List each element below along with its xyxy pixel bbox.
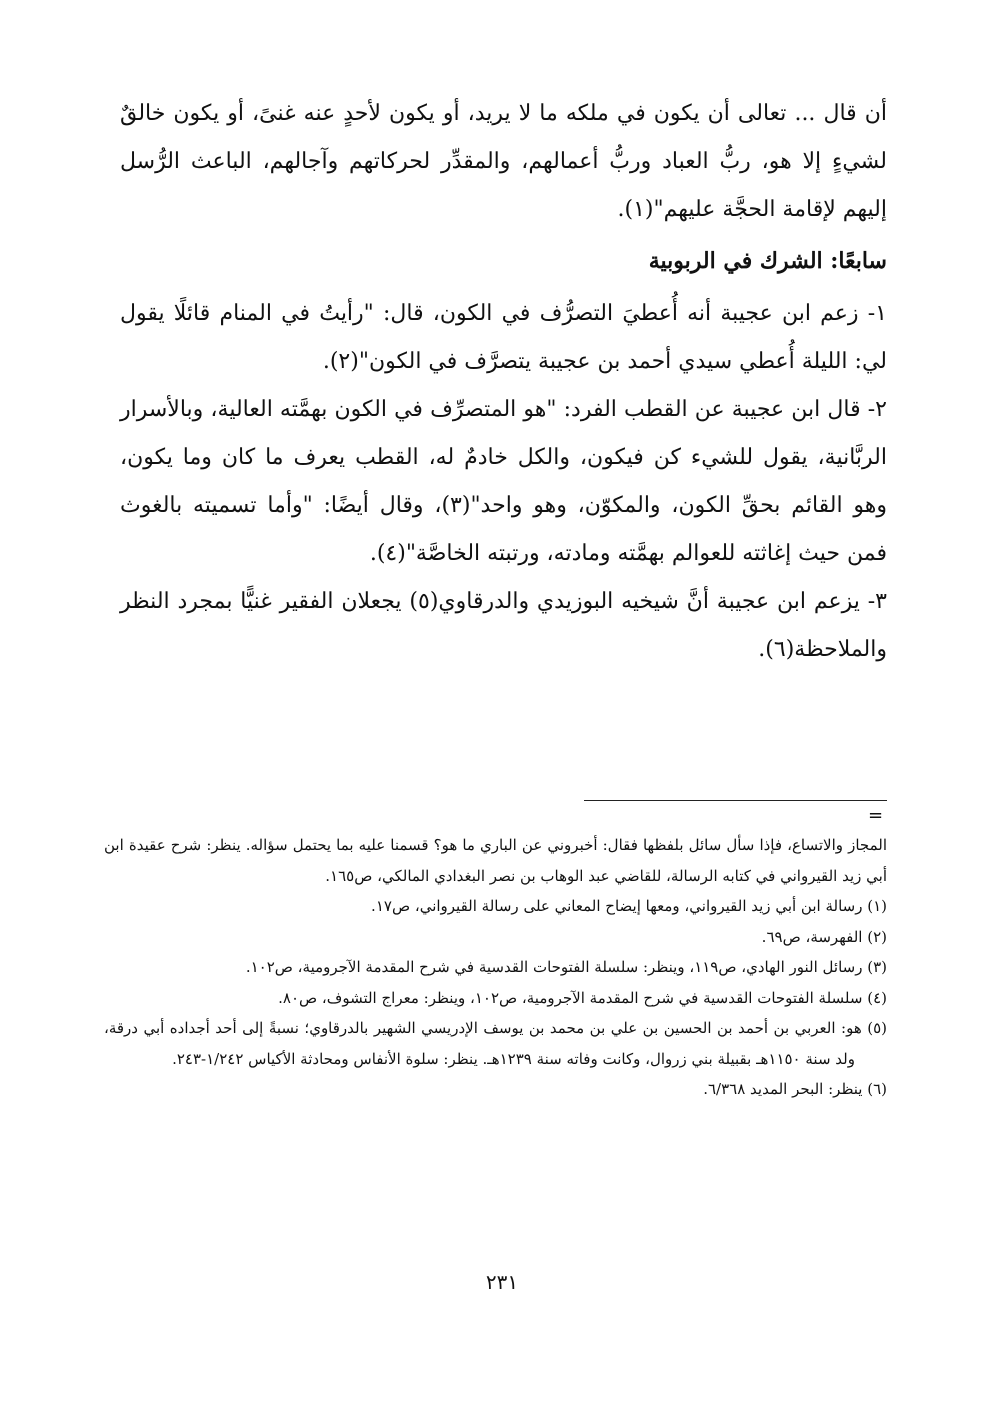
paragraph-item-2: ٢- قال ابن عجيبة عن القطب الفرد: "هو المتصرِّف في الكون بهمَّته العالية، وبالأسرار الربَّانية، يقول للشيء كن فيكون، والكل خادمٌ له، القطب يعرف ما كان وما يكون، وهو القائم بحقِّ الكون، والمكوّن، وهو واحد"(٣)، وقال أيضًا: "وأما تسميته بالغوث فمن حيث إغاثته للعوالم بهمَّته ومادته، ورتبته الخاصَّة"(٤). — [120, 397, 888, 566]
paragraph-item-1: ١- زعم ابن عجيبة أنه أُعطيَ التصرُّف في الكون، قال: "رأيتُ في المنام قائلًا يقول لي: الليلة أُعطي سيدي أحمد بن عجيبة يتصرَّف في الكون"(٢). — [120, 301, 887, 374]
footnote-4: (٤) سلسلة الفتوحات القدسية في شرح المقدمة الآجرومية، ص١٠٢، وينظر: معراج التشوف، ص٨٠. — [278, 988, 887, 1007]
paragraph-quote-end: أن قال ... تعالى أن يكون في ملكه ما لا يريد، أو يكون لأحدٍ عنه غنىً، أو يكون خالقٌ لشيءٍ إلا هو، ربُّ العباد وربُّ أعمالهم، والمقدِّر لحركاتهم وآجالهم، الباعث الرُّسل إليهم لإقامة الحجَّة عليهم"(١). — [120, 101, 887, 222]
footnote-separator — [584, 800, 887, 801]
footnote-3: (٣) رسائل النور الهادي، ص١١٩، وينظر: سلسلة الفتوحات القدسية في شرح المقدمة الآجرومية، ص١٠٢. — [245, 958, 887, 976]
footnotes — [104, 830, 887, 1105]
footnote-5: (٥) هو: العربي بن أحمد بن الحسين بن علي بن محمد بن يوسف الإدريسي الشهير بالدرقاوي؛ نسبةً إلى أحد أجداده أبي درقة، ولد سنة ١١٥٠هـ بقبيلة بني زروال، وكانت وفاته سنة ١٢٣٩هـ. ينظر: سلوة الأنفاس ومحادثة الأكياس ١/٢٤٢-٢٤٣. — [104, 1019, 887, 1068]
footnote-2: (٢) الفهرسة، ص٦٩. — [761, 927, 887, 946]
paragraph-item-3: ٣- يزعم ابن عجيبة أنَّ شيخيه البوزيدي والدرقاوي(٥) يجعلان الفقير غنيًّا بمجرد النظر والملاحظة(٦). — [120, 589, 887, 662]
page-number: ٢٣١ — [485, 1270, 519, 1294]
main-text — [120, 90, 887, 674]
section-heading: سابعًا: الشرك في الربوبية — [648, 248, 887, 274]
footnote-1: (١) رسالة ابن أبي زيد القيرواني، ومعها إيضاح المعاني على رسالة القيرواني، ص١٧. — [371, 897, 887, 915]
footnote-carryover: المجاز والاتساع، فإذا سأل سائل بلفظها فقال: أخبروني عن الباري ما هو؟ قسمنا عليه بما يحتمل سؤاله. ينظر: شرح عقيدة ابن أبي زيد القيرواني في كتابه الرسالة، للقاضي عبد الوهاب بن نصر البغدادي المالكي، ص١٦٥. — [104, 836, 887, 885]
footnote-6: (٦) ينظر: البحر المديد ٦/٣٦٨. — [703, 1080, 887, 1098]
footnote-continuation-mark: = — [868, 805, 884, 826]
